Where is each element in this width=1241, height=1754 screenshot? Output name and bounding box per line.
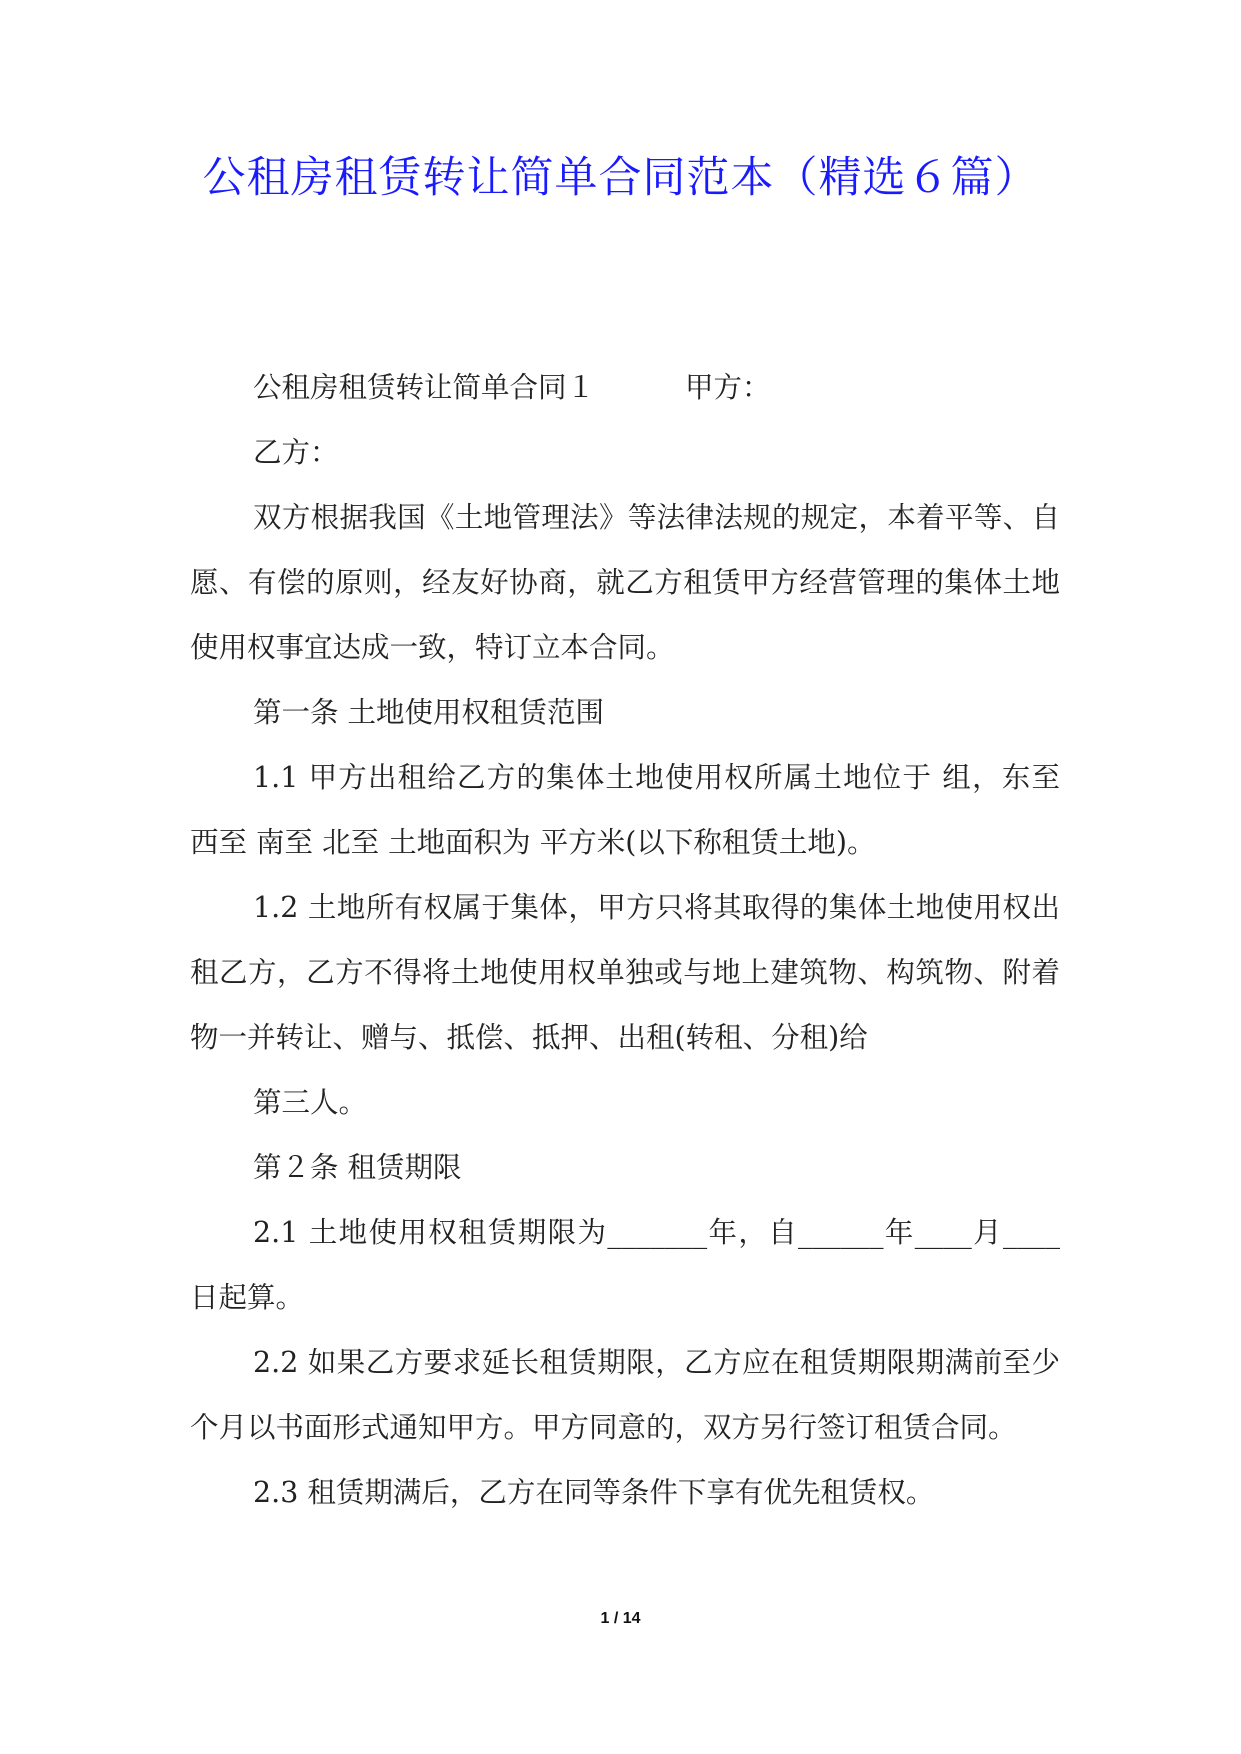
paragraph-clause-1-2-continued: 第三人。 bbox=[253, 1086, 368, 1119]
paragraph-article-2-title: 第２条 租赁期限 bbox=[253, 1151, 462, 1184]
contract-heading-text: 公租房租赁转让简单合同１ bbox=[253, 371, 596, 404]
paragraph-party-b: 乙方： bbox=[253, 436, 339, 469]
paragraph-contract-heading bbox=[190, 355, 1060, 420]
paragraph-clause-1-1: 1.1 甲方出租给乙方的集体土地使用权所属土地位于 组，东至 西至 南至 北至 土地面积为 平方米(以下称租赁土地)。 bbox=[190, 761, 1060, 859]
document-body bbox=[190, 355, 1060, 1525]
paragraph-clause-2-2: 2.2 如果乙方要求延长租赁期限，乙方应在租赁期限期满前至少 个月以书面形式通知甲方。甲方同意的，双方另行签订租赁合同。 bbox=[190, 1346, 1060, 1444]
paragraph-intro: 双方根据我国《土地管理法》等法律法规的规定，本着平等、自愿、有偿的原则，经友好协商，就乙方租赁甲方经营管理的集体土地使用权事宜达成一致，特订立本合同。 bbox=[190, 501, 1060, 664]
paragraph-clause-2-3: 2.3 租赁期满后，乙方在同等条件下享有优先租赁权。 bbox=[253, 1476, 935, 1509]
paragraph-clause-2-1: 2.1 土地使用权租赁期限为_______年，自______年____月____日起算。 bbox=[190, 1216, 1060, 1314]
document-title: 公租房租赁转让简单合同范本（精选６篇） bbox=[202, 153, 1039, 203]
party-a-label: 甲方： bbox=[685, 371, 771, 404]
paragraph-clause-1-2: 1.2 土地所有权属于集体，甲方只将其取得的集体土地使用权出租乙方，乙方不得将土地使用权单独或与地上建筑物、构筑物、附着物一并转让、赠与、抵偿、抵押、出租(转租、分租)给 bbox=[190, 891, 1060, 1054]
paragraph-article-1-title: 第一条 土地使用权租赁范围 bbox=[253, 696, 605, 729]
page-number: 1 / 14 bbox=[600, 1610, 641, 1627]
